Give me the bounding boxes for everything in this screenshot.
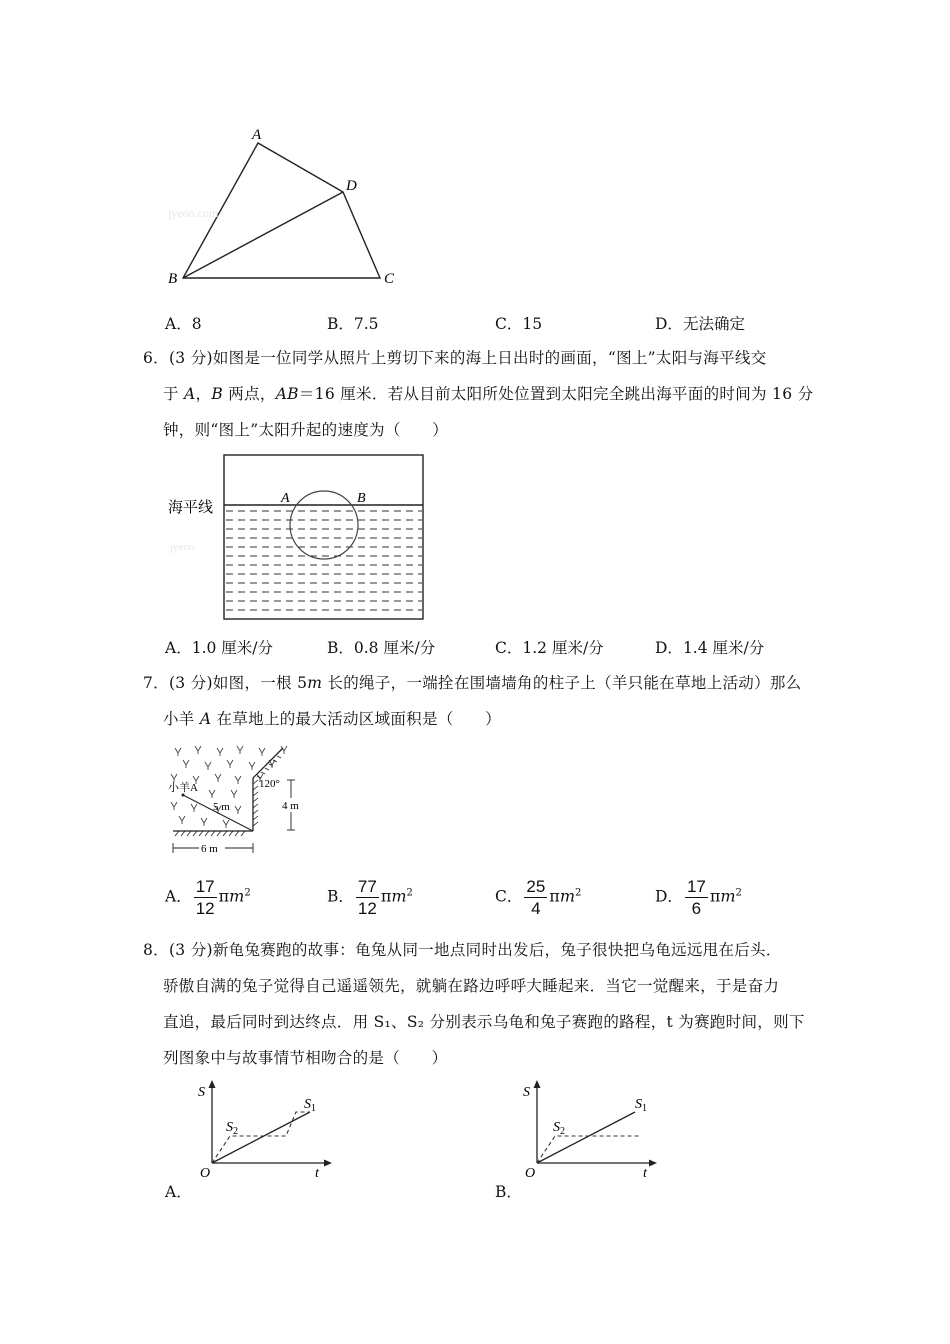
q8-text-line4: 列图象中与故事情节相吻合的是（ ）	[163, 1049, 448, 1067]
q6-text-line2: 于 A，B 两点，AB＝16 厘米．若从目前太阳所处位置到太阳完全跳出海平面的时间为 16 分	[163, 385, 814, 403]
q5-option-a[interactable]: A．8	[165, 315, 202, 333]
rope-length-label: 5 m	[213, 801, 230, 813]
q7-option-b[interactable]: B． $\frac{77}{12}$ $\pi m^2$	[327, 877, 413, 918]
label-a: A	[281, 491, 290, 506]
q7-option-c[interactable]: C． $\frac{25}{4}$ $\pi m^2$	[495, 877, 582, 918]
label-b: B	[357, 491, 366, 506]
quadrilateral-figure	[160, 120, 410, 295]
svg-text:S: S	[198, 1085, 205, 1100]
q8-text-line1: 8．(3 分)新龟兔赛跑的故事：龟兔从同一地点同时出发后，兔子很快把乌龟远远甩在后头．	[143, 941, 782, 959]
angle-label: 120°	[259, 778, 280, 790]
label-a: A	[252, 127, 262, 143]
width-label: 6 m	[201, 843, 218, 855]
svg-text:O: O	[200, 1166, 211, 1181]
graph-b-label: B．	[495, 1183, 522, 1201]
graph-a-label: A．	[165, 1183, 192, 1201]
s2-label: $S_2$	[553, 1120, 565, 1137]
sheep-rope-figure	[165, 740, 315, 858]
fraction: $\frac{17}{6}$	[686, 877, 706, 918]
q7-option-a[interactable]: A． $\frac{17}{12}$ $\pi m^2$	[165, 877, 251, 918]
sunrise-figure	[165, 452, 430, 624]
q6-option-b[interactable]: B．0.8 厘米/分	[327, 639, 436, 657]
graph-option-b[interactable]	[517, 1078, 667, 1183]
fraction: $\frac{25}{4}$	[526, 877, 546, 918]
q8-text-line2: 骄傲自满的兔子觉得自己遥遥领先，就躺在路边呼呼大睡起来．当它一觉醒来，于是奋力	[163, 977, 780, 995]
svg-text:S: S	[523, 1085, 530, 1100]
s1-label: $S_1$	[635, 1097, 647, 1114]
q5-option-c[interactable]: C．15	[495, 315, 543, 333]
q6-option-a[interactable]: A．1.0 厘米/分	[165, 639, 274, 657]
q7-option-d[interactable]: D． $\frac{17}{6}$ $\pi m^2$	[655, 877, 742, 918]
graph-option-a[interactable]	[192, 1078, 342, 1183]
sheep-label: 小羊A	[168, 782, 198, 794]
watermark: jyeoo	[170, 541, 195, 553]
q8-text-line3: 直追，最后同时到达终点．用 S₁、S₂ 分别表示乌龟和兔子赛跑的路程，t 为赛跑时间，则下	[163, 1013, 805, 1031]
svg-text:t: t	[315, 1166, 319, 1181]
q6-option-d[interactable]: D．1.4 厘米/分	[655, 639, 765, 657]
s2-label: $S_2$	[226, 1120, 238, 1137]
label-d: D	[346, 178, 357, 194]
s1-label: $S_1$	[304, 1097, 316, 1114]
watermark: jyeoo.com	[168, 206, 219, 220]
sea-level-label: 海平线	[168, 500, 214, 516]
label-b: B	[168, 271, 178, 287]
q5-option-d[interactable]: D．无法确定	[655, 315, 745, 333]
label-c: C	[384, 271, 395, 287]
fraction: $\frac{17}{12}$	[195, 877, 215, 918]
q6-text-line3: 钟，则“图上”太阳升起的速度为（ ）	[163, 421, 449, 439]
svg-text:t: t	[643, 1166, 647, 1181]
q7-text-line1: 7．(3 分)如图，一根 5m 长的绳子，一端拴在围墙墙角的柱子上（羊只能在草地上活动）那么	[143, 674, 802, 692]
fraction: $\frac{77}{12}$	[357, 877, 377, 918]
svg-text:O: O	[525, 1166, 536, 1181]
height-label: 4 m	[282, 800, 299, 812]
q7-text-line2: 小羊 A 在草地上的最大活动区域面积是（ ）	[163, 710, 501, 728]
q6-text-line1: 6．(3 分)如图是一位同学从照片上剪切下来的海上日出时的画面，“图上”太阳与海平线交	[143, 349, 767, 367]
q6-option-c[interactable]: C．1.2 厘米/分	[495, 639, 604, 657]
q5-option-b[interactable]: B．7.5	[327, 315, 379, 333]
